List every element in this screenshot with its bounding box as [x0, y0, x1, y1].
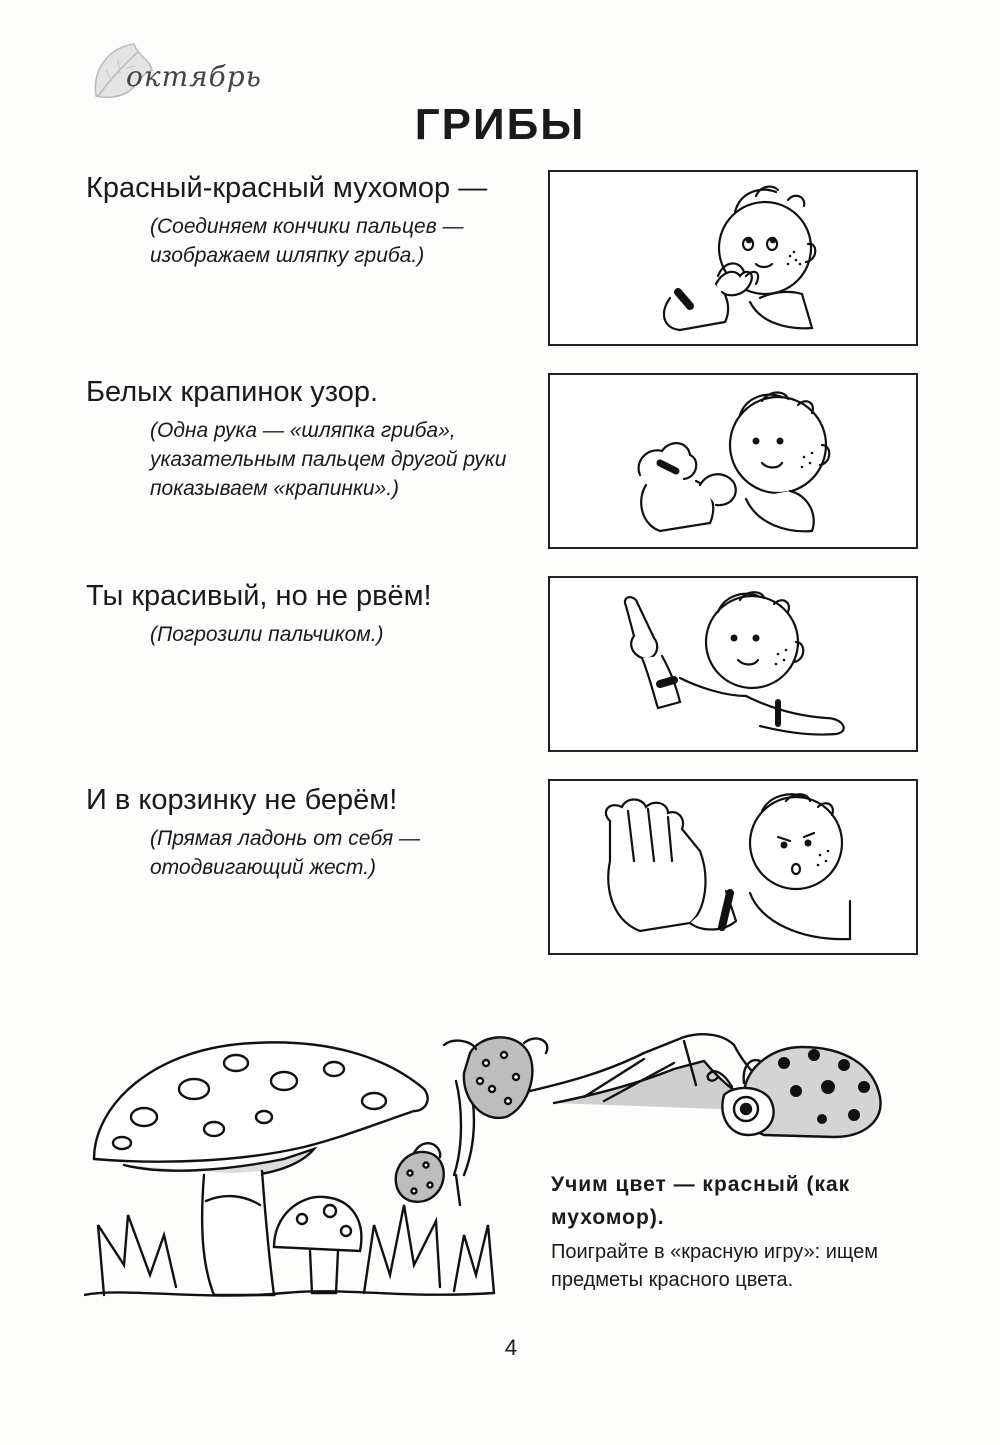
stanza-4: [86, 782, 526, 882]
learning-tip: [551, 1168, 951, 1294]
gesture-note: (Погрозили пальчиком.): [150, 623, 384, 646]
illustration-frame-3: [548, 576, 918, 752]
stanza-1: [86, 170, 526, 270]
illustration-frame-2: [548, 373, 918, 549]
tip-text: Поиграйте в «красную игру»: ищем предметы красного цвета.: [551, 1241, 879, 1291]
tip-heading: Учим цвет — красный (как мухомор).: [551, 1173, 851, 1229]
stanza-2: [86, 374, 526, 503]
poem-line: Красный-красный мухомор —: [86, 172, 488, 204]
child-wagging-finger-illustration: [550, 578, 916, 750]
child-fingertips-illustration: [550, 172, 916, 344]
page-title: ГРИБЫ: [414, 100, 586, 149]
illustration-frame-4: [548, 779, 918, 955]
poem-line: Ты красивый, но не рвём!: [86, 580, 432, 612]
child-spots-illustration: [550, 375, 916, 547]
gesture-note: (Одна рука — «шляпка гриба», указательным пальцем другой руки показываем «крапинки».): [150, 419, 507, 500]
stanza-3: [86, 578, 526, 649]
gesture-note: (Соединяем кончики пальцев — изображаем шляпку гриба.): [150, 215, 464, 267]
page-number: 4: [504, 1335, 518, 1360]
poem-line: Белых крапинок узор.: [86, 376, 379, 408]
poem-line: И в корзинку не берём!: [86, 784, 398, 816]
illustration-frame-1: [548, 170, 918, 346]
month-label: октябрь: [126, 60, 262, 93]
gesture-note: (Прямая ладонь от себя — отодвигающий жест.): [150, 827, 421, 879]
child-push-palm-illustration: [550, 781, 916, 953]
